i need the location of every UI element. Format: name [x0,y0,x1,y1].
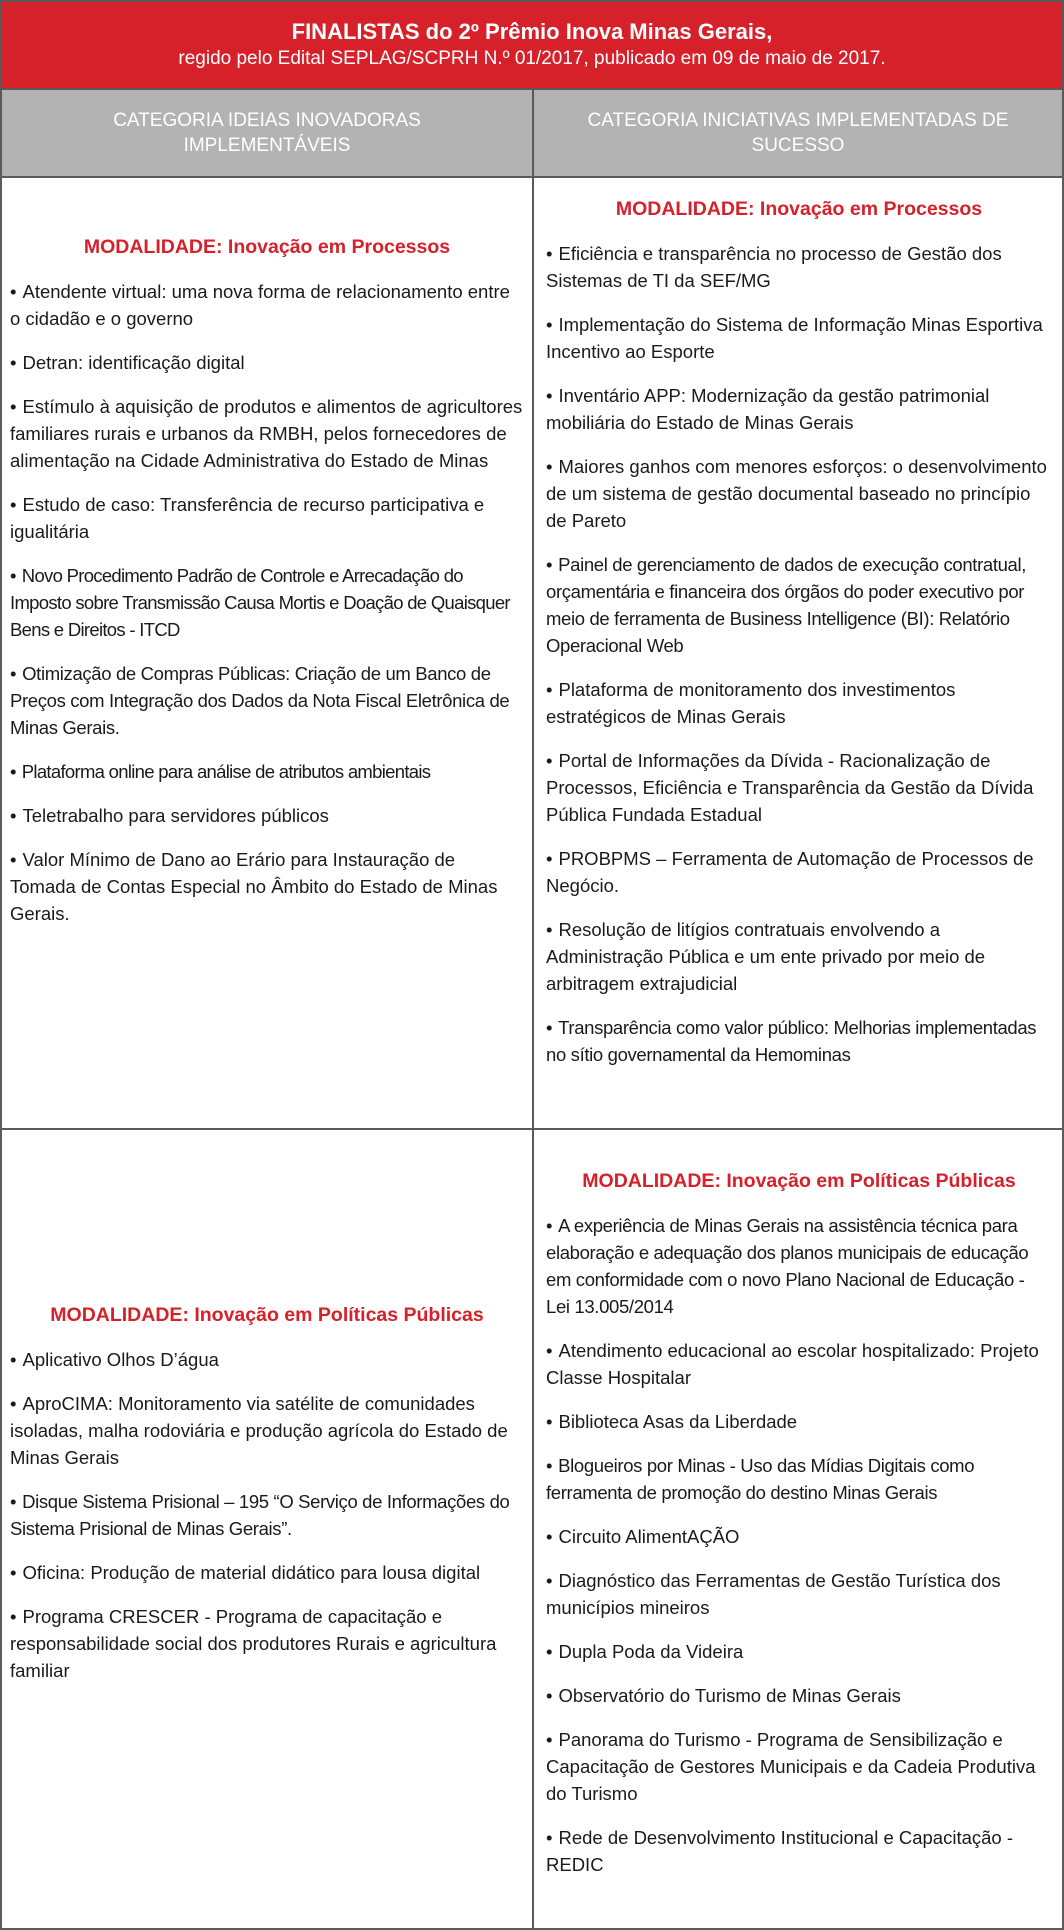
bullet-icon: • [546,679,553,700]
finalist-item [546,747,1052,828]
finalist-item-text: Portal de Informações da Dívida - Racionalização de Processos, Eficiência e Transparência da Gestão da Dívida Pública Fundada Estadual [546,750,1034,825]
finalist-item-text: Disque Sistema Prisional – 195 “O Serviço de Informações do Sistema Prisional de Minas Gerais”. [10,1491,510,1539]
finalist-item [546,676,1052,730]
finalist-item-text: Implementação do Sistema de Informação Minas Esportiva Incentivo ao Esporte [546,314,1043,362]
finalist-item [546,1824,1052,1878]
finalist-item [10,278,524,332]
finalist-item [10,802,524,829]
bullet-icon: • [10,1606,17,1627]
column-ideias-politicas [2,1130,534,1928]
finalist-item [10,1603,524,1684]
finalist-item [546,311,1052,365]
finalist-item [546,1638,1052,1665]
finalist-item [10,491,524,545]
finalist-item-text: AproCIMA: Monitoramento via satélite de comunidades isoladas, malha rodoviária e produção agrícola do Estado de Minas Gerais [10,1393,508,1468]
section-politicas [2,1130,1062,1928]
finalist-item-text: Estudo de caso: Transferência de recurso participativa e igualitária [10,494,485,542]
finalist-item-text: Estímulo à aquisição de produtos e alimentos de agricultores familiares rurais e urbanos da RMBH, pelos fornecedores de alimentação na Cidade Administrativa do Estado de Minas [10,396,523,471]
finalist-item [10,393,524,474]
finalist-item [10,758,524,785]
bullet-icon: • [546,1641,553,1662]
finalist-item-text: Programa CRESCER - Programa de capacitação e responsabilidade social dos produtores Rurais e agricultura familiar [10,1606,497,1681]
column-iniciativas-processos [534,178,1062,1128]
finalist-list [546,1212,1052,1878]
bullet-icon: • [10,352,17,373]
finalist-item [546,1567,1052,1621]
finalist-list [10,1346,524,1684]
finalist-item-text: PROBPMS – Ferramenta de Automação de Processos de Negócio. [546,848,1034,896]
finalist-item-text: Diagnóstico das Ferramentas de Gestão Turística dos municípios mineiros [546,1570,1001,1618]
category-right-header: CATEGORIA INICIATIVAS IMPLEMENTADAS DE SUCESSO [587,110,1009,156]
finalist-item-text: Maiores ganhos com menores esforços: o desenvolvimento de um sistema de gestão documental baseado no princípio de Pareto [546,456,1047,531]
bullet-icon: • [10,849,17,870]
finalist-item [546,1014,1052,1068]
finalist-list [546,240,1052,1068]
bullet-icon: • [10,1562,17,1583]
finalist-item-text: Aplicativo Olhos D’água [22,1349,219,1370]
page-title: FINALISTAS do 2º Prêmio Inova Minas Gerais, [291,19,773,44]
bullet-icon: • [10,1349,17,1370]
finalist-item [10,1559,524,1586]
bullet-icon: • [10,281,17,302]
finalist-item-text: Eficiência e transparência no processo de Gestão dos Sistemas de TI da SEF/MG [546,243,1002,291]
bullet-icon: • [10,396,17,417]
bullet-icon: • [546,1340,553,1361]
bullet-icon: • [546,1827,553,1848]
bullet-icon: • [546,1215,553,1236]
finalist-item-text: Plataforma de monitoramento dos investimentos estratégicos de Minas Gerais [546,679,956,727]
finalist-item [10,349,524,376]
bullet-icon: • [546,1685,553,1706]
finalist-item-text: Panorama do Turismo - Programa de Sensibilização e Capacitação de Gestores Municipais e da Cadeia Produtiva do Turismo [546,1729,1036,1804]
finalist-item [546,1726,1052,1807]
finalist-item-text: Blogueiros por Minas - Uso das Mídias Digitais como ferramenta de promoção do destino Minas Gerais [546,1455,975,1503]
finalist-item [546,845,1052,899]
finalist-item-text: A experiência de Minas Gerais na assistência técnica para elaboração e adequação dos planos municipais de educação em conformidade com o novo Plano Nacional de Educação - Lei 13.005/2014 [546,1215,1029,1317]
bullet-icon: • [546,1526,553,1547]
category-left-header: CATEGORIA IDEIAS INOVADORAS IMPLEMENTÁVEIS [2,90,534,176]
finalist-item-text: Atendimento educacional ao escolar hospitalizado: Projeto Classe Hospitalar [546,1340,1039,1388]
bullet-icon: • [10,761,16,782]
finalist-item [10,1488,524,1542]
finalist-item [546,1212,1052,1320]
bullet-icon: • [10,1491,17,1512]
page-subtitle: regido pelo Edital SEPLAG/SCPRH N.º 01/2017, publicado em 09 de maio de 2017. [178,48,886,69]
modality-title: MODALIDADE: Inovação em Processos [83,236,451,258]
finalist-item-text: Resolução de litígios contratuais envolvendo a Administração Pública e um ente privado por meio de arbitragem extrajudicial [546,919,986,994]
bullet-icon: • [10,805,17,826]
column-ideias-processos [2,178,534,1128]
finalist-item [546,382,1052,436]
bullet-icon: • [546,314,553,335]
bullet-icon: • [546,1570,553,1591]
finalist-item [546,916,1052,997]
finalist-item [546,1523,1052,1550]
bullet-icon: • [546,848,553,869]
finalist-item-text: Painel de gerenciamento de dados de execução contratual, orçamentária e financeira dos órgãos do poder executivo por meio de ferramenta de Business Intelligence (BI): Relatório Operacional Web [546,554,1027,656]
title-banner [2,2,1062,90]
finalist-item [10,562,524,643]
bullet-icon: • [546,456,553,477]
finalist-item-text: Novo Procedimento Padrão de Controle e Arrecadação do Imposto sobre Transmissão Causa Mortis e Doação de Quaisquer Bens e Direitos - ITCD [10,565,510,640]
finalist-item-text: Rede de Desenvolvimento Institucional e Capacitação - REDIC [546,1827,1014,1875]
finalist-item [546,1682,1052,1709]
finalist-item [546,1452,1052,1506]
finalist-item-text: Dupla Poda da Videira [558,1641,744,1662]
finalist-item [546,1337,1052,1391]
category-header-row [2,90,1062,178]
bullet-icon: • [546,243,553,264]
finalist-item-text: Otimização de Compras Públicas: Criação de um Banco de Preços com Integração dos Dados da Nota Fiscal Eletrônica de Minas Gerais. [10,663,510,738]
bullet-icon: • [546,385,553,406]
bullet-icon: • [546,919,553,940]
finalist-item-text: Circuito AlimentAÇÃO [558,1526,740,1547]
finalist-item-text: Observatório do Turismo de Minas Gerais [558,1685,901,1706]
finalist-item-text: Atendente virtual: uma nova forma de relacionamento entre o cidadão e o governo [10,281,510,329]
modality-title: MODALIDADE: Inovação em Políticas Públicas [582,1170,1016,1192]
finalist-item [546,453,1052,534]
bullet-icon: • [10,565,16,586]
bullet-icon: • [10,494,17,515]
finalist-item-text: Inventário APP: Modernização da gestão patrimonial mobiliária do Estado de Minas Gerais [546,385,990,433]
bullet-icon: • [10,1393,17,1414]
section-processos [2,178,1062,1130]
bullet-icon: • [546,1411,553,1432]
bullet-icon: • [546,1017,553,1038]
finalist-item-text: Teletrabalho para servidores públicos [22,805,329,826]
column-iniciativas-politicas [534,1130,1062,1928]
bullet-icon: • [10,663,17,684]
finalist-item [10,846,524,927]
bullet-icon: • [546,1729,553,1750]
finalist-item-text: Biblioteca Asas da Liberdade [558,1411,798,1432]
bullet-icon: • [546,554,553,575]
modality-title: MODALIDADE: Inovação em Processos [615,198,983,220]
bullet-icon: • [546,1455,553,1476]
finalist-item-text: Oficina: Produção de material didático para lousa digital [22,1562,481,1583]
finalist-list [10,278,524,927]
finalist-item-text: Plataforma online para análise de atributos ambientais [21,761,431,782]
bullet-icon: • [546,750,553,771]
finalist-item [546,240,1052,294]
finalist-item [10,1390,524,1471]
finalist-item [10,660,524,741]
finalist-item-text: Valor Mínimo de Dano ao Erário para Instauração de Tomada de Contas Especial no Âmbito do Estado de Minas Gerais. [10,849,498,924]
modality-title: MODALIDADE: Inovação em Políticas Públicas [50,1304,484,1326]
finalist-item [546,551,1052,659]
finalist-item-text: Transparência como valor público: Melhorias implementadas no sítio governamental da Hemominas [546,1017,1037,1065]
finalist-item [546,1408,1052,1435]
finalist-item [10,1346,524,1373]
finalist-item-text: Detran: identificação digital [22,352,245,373]
